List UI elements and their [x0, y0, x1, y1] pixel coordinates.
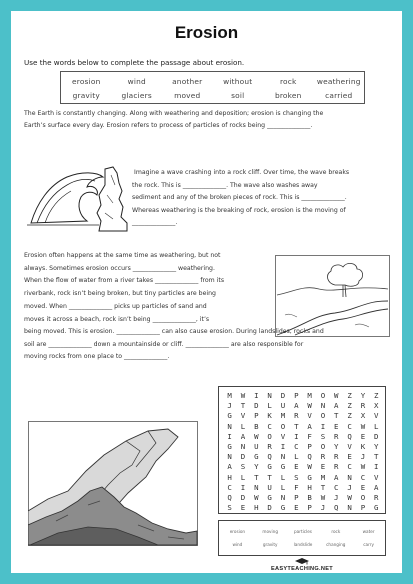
- letter-cell[interactable]: E: [334, 421, 339, 431]
- paragraph-line: moving rocks from one place to ______________.: [24, 353, 170, 361]
- word-list-item: landslide: [293, 542, 313, 547]
- letter-cell[interactable]: W: [360, 421, 366, 431]
- letter-cell[interactable]: I: [294, 431, 299, 441]
- letter-cell[interactable]: Z: [374, 391, 379, 400]
- letter-cell[interactable]: T: [294, 421, 299, 431]
- letter-cell[interactable]: V: [374, 472, 379, 482]
- letter-cell[interactable]: Z: [347, 401, 352, 411]
- letter-cell[interactable]: W: [320, 493, 326, 502]
- letter-cell[interactable]: T: [240, 401, 246, 411]
- paragraph-erosion: [24, 250, 224, 326]
- graduation-cap-icon: [295, 558, 309, 565]
- letter-cell[interactable]: D: [240, 452, 246, 462]
- footer-brand-text: EASYTEACHING.NET: [271, 566, 333, 572]
- letter-cell[interactable]: L: [240, 472, 246, 482]
- letter-cell[interactable]: P: [294, 391, 299, 400]
- letter-cell[interactable]: N: [240, 442, 246, 451]
- letter-cell[interactable]: V: [374, 411, 379, 421]
- letter-cell[interactable]: D: [240, 493, 246, 502]
- paragraph-line: moved. When ______________ picks up particles of sand and: [24, 302, 207, 310]
- letter-cell[interactable]: E: [294, 462, 299, 472]
- letter-cell[interactable]: G: [267, 493, 272, 502]
- word-bank-word: moved: [174, 91, 201, 100]
- letter-cell[interactable]: A: [294, 401, 299, 411]
- word-search-row: [223, 462, 383, 471]
- letter-cell[interactable]: E: [360, 482, 366, 492]
- letter-cell[interactable]: N: [254, 482, 259, 492]
- word-list-item: carry: [363, 542, 374, 547]
- word-search-row: [223, 401, 383, 410]
- letter-cell[interactable]: S: [227, 503, 232, 513]
- letter-cell[interactable]: P: [254, 411, 259, 421]
- paragraph-line: riverbank, rock isn’t being broken, but tiny particles are being: [24, 290, 216, 298]
- letter-cell[interactable]: N: [227, 421, 232, 431]
- paragraph-line: Erosion often happens at the same time as weathering, but not: [24, 252, 221, 259]
- letter-cell[interactable]: M: [227, 391, 232, 400]
- word-list-item: particles: [294, 529, 312, 534]
- letter-cell[interactable]: U: [280, 401, 286, 411]
- letter-cell[interactable]: R: [294, 411, 299, 421]
- letter-cell[interactable]: W: [307, 401, 312, 411]
- mountain-glacier-illustration: [28, 421, 198, 546]
- wave-crashing-illustration: [27, 163, 130, 235]
- letter-cell[interactable]: D: [374, 431, 379, 441]
- letter-cell[interactable]: Q: [227, 493, 232, 502]
- letter-cell[interactable]: H: [307, 482, 312, 492]
- letter-cell[interactable]: D: [254, 401, 259, 411]
- word-bank-word: broken: [274, 91, 302, 100]
- letter-cell[interactable]: J: [334, 493, 339, 502]
- letter-cell[interactable]: T: [374, 452, 379, 462]
- letter-cell[interactable]: B: [254, 421, 259, 431]
- worksheet: [11, 11, 402, 573]
- letter-cell[interactable]: O: [320, 442, 326, 451]
- paragraph-line: When the flow of water from a river takes ______________ from its: [24, 277, 225, 285]
- word-bank-word: wind: [127, 77, 146, 86]
- letter-cell[interactable]: L: [280, 482, 286, 492]
- letter-cell[interactable]: J: [227, 401, 232, 411]
- letter-cell[interactable]: C: [294, 442, 299, 451]
- letter-cell[interactable]: R: [360, 401, 366, 411]
- word-bank-word: rock: [279, 77, 297, 86]
- letter-cell[interactable]: T: [267, 472, 272, 482]
- letter-cell[interactable]: C: [347, 462, 352, 472]
- letter-cell[interactable]: P: [294, 493, 299, 502]
- letter-cell[interactable]: J: [347, 482, 352, 492]
- paragraph-wave: [132, 167, 349, 230]
- letter-cell[interactable]: R: [374, 493, 379, 502]
- letter-cell[interactable]: A: [334, 472, 339, 482]
- letter-cell[interactable]: G: [280, 462, 286, 472]
- letter-cell[interactable]: C: [347, 421, 352, 431]
- letter-cell[interactable]: I: [227, 431, 232, 441]
- letter-cell[interactable]: U: [267, 482, 272, 492]
- word-search-row: [223, 503, 383, 512]
- letter-cell[interactable]: D: [280, 391, 286, 400]
- paragraph-line: The Earth is constantly changing. Along with weathering and deposition; erosion is changing the: [24, 110, 324, 117]
- word-list-row: [221, 542, 385, 547]
- letter-cell[interactable]: W: [307, 462, 312, 472]
- letter-cell[interactable]: L: [294, 452, 299, 462]
- letter-cell[interactable]: W: [254, 493, 259, 502]
- letter-cell[interactable]: S: [240, 462, 246, 472]
- letter-cell[interactable]: G: [267, 462, 272, 472]
- letter-cell[interactable]: O: [267, 431, 272, 441]
- word-bank-word: weathering: [316, 77, 361, 86]
- letter-cell[interactable]: N: [280, 493, 286, 502]
- letter-cell[interactable]: L: [280, 472, 286, 482]
- letter-cell[interactable]: X: [374, 401, 379, 411]
- letter-cell[interactable]: M: [280, 411, 286, 421]
- letter-cell[interactable]: R: [320, 452, 326, 462]
- word-bank-row-2: [61, 91, 364, 100]
- word-list-row: [221, 529, 385, 534]
- letter-cell[interactable]: W: [347, 493, 352, 502]
- letter-cell[interactable]: C: [334, 482, 339, 492]
- letter-cell[interactable]: Z: [347, 391, 352, 400]
- letter-cell[interactable]: F: [294, 482, 299, 492]
- letter-cell[interactable]: C: [227, 482, 232, 492]
- word-bank-word: carried: [325, 91, 353, 100]
- word-list-item: erosion: [229, 529, 246, 534]
- word-bank-row-1: [61, 77, 364, 86]
- paragraph-line: ______________.: [132, 219, 178, 227]
- letter-cell[interactable]: V: [280, 431, 286, 441]
- word-search-row: [223, 411, 383, 420]
- letter-cell[interactable]: Y: [334, 442, 339, 451]
- letter-cell[interactable]: S: [320, 431, 326, 441]
- word-bank-word: soil: [231, 91, 245, 100]
- letter-cell[interactable]: G: [227, 411, 232, 421]
- letter-cell[interactable]: S: [294, 472, 299, 482]
- paragraph-intro: [24, 108, 323, 131]
- letter-cell[interactable]: A: [334, 401, 339, 411]
- word-search-row: [223, 422, 383, 431]
- letter-cell[interactable]: H: [254, 503, 259, 513]
- word-bank: [60, 71, 365, 104]
- paragraph-line: always. Sometimes erosion occurs ______________ weathering.: [24, 264, 215, 272]
- letter-cell[interactable]: E: [294, 503, 299, 513]
- letter-cell[interactable]: M: [320, 472, 326, 482]
- letter-cell[interactable]: G: [307, 472, 312, 482]
- paragraph-erosion-continued: [24, 326, 324, 364]
- letter-cell[interactable]: V: [240, 411, 246, 421]
- letter-cell[interactable]: G: [280, 503, 286, 513]
- river-tree-illustration: [275, 255, 390, 337]
- letter-cell[interactable]: A: [240, 431, 246, 441]
- letter-cell[interactable]: V: [307, 411, 312, 421]
- word-bank-word: without: [223, 77, 253, 86]
- letter-cell[interactable]: G: [227, 442, 232, 451]
- letter-cell[interactable]: C: [360, 472, 366, 482]
- letter-cell[interactable]: Y: [374, 442, 379, 451]
- letter-cell[interactable]: D: [267, 503, 272, 513]
- letter-cell[interactable]: A: [374, 482, 379, 492]
- word-list-item: changing: [326, 542, 346, 547]
- word-bank-word: glaciers: [121, 91, 152, 100]
- letter-cell[interactable]: N: [267, 391, 272, 400]
- letter-cell[interactable]: N: [280, 452, 286, 462]
- word-list-item: wind: [232, 542, 243, 547]
- paragraph-line: the rock. This is ______________. The wave also washes away: [132, 181, 318, 189]
- letter-cell[interactable]: L: [267, 401, 272, 411]
- letter-cell[interactable]: O: [280, 421, 286, 431]
- letter-cell[interactable]: R: [334, 452, 339, 462]
- word-list-item: gravity: [262, 542, 278, 547]
- letter-cell[interactable]: J: [360, 452, 366, 462]
- word-search-row: [223, 473, 383, 482]
- letter-cell[interactable]: W: [240, 391, 246, 400]
- letter-cell[interactable]: N: [347, 472, 352, 482]
- letter-cell[interactable]: E: [347, 452, 352, 462]
- letter-cell[interactable]: F: [307, 431, 312, 441]
- instruction-text: Use the words below to complete the passage about erosion.: [24, 58, 245, 67]
- letter-cell[interactable]: P: [360, 503, 366, 513]
- letter-cell[interactable]: R: [267, 442, 272, 451]
- letter-cell[interactable]: A: [307, 421, 312, 431]
- word-search-row: [223, 442, 383, 451]
- word-search-row: [223, 452, 383, 461]
- letter-cell[interactable]: O: [320, 411, 326, 421]
- letter-cell[interactable]: W: [254, 431, 259, 441]
- letter-cell[interactable]: I: [254, 391, 259, 400]
- word-bank-word: gravity: [72, 91, 100, 100]
- letter-cell[interactable]: L: [240, 421, 246, 431]
- letter-cell[interactable]: P: [307, 442, 312, 451]
- word-search-row: [223, 483, 383, 492]
- letter-cell[interactable]: G: [374, 503, 379, 513]
- word-bank-word: erosion: [72, 77, 101, 86]
- letter-cell[interactable]: T: [254, 472, 259, 482]
- letter-cell[interactable]: N: [227, 452, 232, 462]
- letter-cell[interactable]: T: [320, 482, 326, 492]
- letter-cell[interactable]: N: [320, 401, 326, 411]
- letter-cell[interactable]: W: [360, 462, 366, 472]
- paragraph-line: being moved. This is erosion. ______________ can also cause erosion. During landslides, rocks and: [24, 328, 324, 335]
- letter-cell[interactable]: Z: [347, 411, 352, 421]
- word-search-list: [218, 520, 386, 556]
- letter-cell[interactable]: Q: [334, 503, 339, 513]
- letter-cell[interactable]: K: [360, 442, 366, 451]
- letter-cell[interactable]: L: [374, 421, 379, 431]
- word-search-row: [223, 432, 383, 441]
- word-list-item: moving: [262, 529, 278, 534]
- page-title: Erosion: [174, 23, 239, 42]
- word-list-item: rock: [331, 529, 341, 534]
- letter-cell[interactable]: O: [320, 391, 326, 400]
- letter-cell[interactable]: Q: [267, 452, 272, 462]
- paragraph-line: soil are ______________ down a mountainside or cliff. ______________ are also responsible for: [24, 340, 304, 348]
- letter-cell[interactable]: E: [360, 431, 366, 441]
- paragraph-line: Imagine a wave crashing into a rock cliff. Over time, the wave breaks: [134, 169, 350, 176]
- word-search-row: [223, 493, 383, 502]
- letter-cell[interactable]: Y: [254, 462, 259, 472]
- paragraph-line: sediment and any of the broken pieces of rock. This is ______________.: [132, 194, 347, 202]
- paragraph-line: moves it across a beach, rock isn’t being ______________, it’s: [24, 315, 210, 323]
- letter-cell[interactable]: B: [307, 493, 312, 502]
- paragraph-line: Whereas weathering is the breaking of rock, erosion is the moving of: [132, 206, 346, 214]
- word-list-item: water: [362, 529, 375, 534]
- word-bank-word: another: [172, 77, 203, 86]
- letter-cell[interactable]: N: [347, 503, 352, 513]
- letter-cell[interactable]: U: [254, 442, 259, 451]
- paragraph-line: Earth’s surface every day. Erosion refers to process of particles of rocks being ______________.: [24, 121, 313, 129]
- letter-cell[interactable]: J: [320, 503, 326, 513]
- letter-cell[interactable]: I: [240, 482, 246, 492]
- letter-cell[interactable]: G: [254, 452, 259, 462]
- letter-cell[interactable]: M: [307, 391, 312, 400]
- letter-cell[interactable]: E: [240, 503, 246, 513]
- letter-cell[interactable]: H: [227, 472, 232, 482]
- letter-cell[interactable]: K: [267, 411, 272, 421]
- letter-cell[interactable]: R: [334, 462, 339, 472]
- word-search-row: [223, 391, 383, 400]
- letter-cell[interactable]: E: [320, 462, 326, 472]
- letter-cell[interactable]: R: [334, 431, 339, 441]
- footer-brand: [252, 558, 352, 572]
- letter-cell[interactable]: A: [227, 462, 232, 472]
- letter-cell[interactable]: V: [347, 442, 352, 451]
- letter-cell[interactable]: W: [334, 391, 339, 400]
- letter-cell[interactable]: X: [360, 411, 366, 421]
- letter-cell[interactable]: C: [267, 421, 272, 431]
- letter-cell[interactable]: Y: [360, 391, 366, 400]
- letter-cell[interactable]: O: [360, 493, 366, 502]
- letter-cell[interactable]: Q: [307, 452, 312, 462]
- word-search-grid: [218, 386, 386, 514]
- letter-cell[interactable]: T: [334, 411, 339, 421]
- letter-cell[interactable]: I: [374, 462, 379, 472]
- letter-cell[interactable]: I: [280, 442, 286, 451]
- letter-cell[interactable]: I: [320, 421, 326, 431]
- letter-cell[interactable]: Q: [347, 431, 352, 441]
- letter-cell[interactable]: P: [307, 503, 312, 513]
